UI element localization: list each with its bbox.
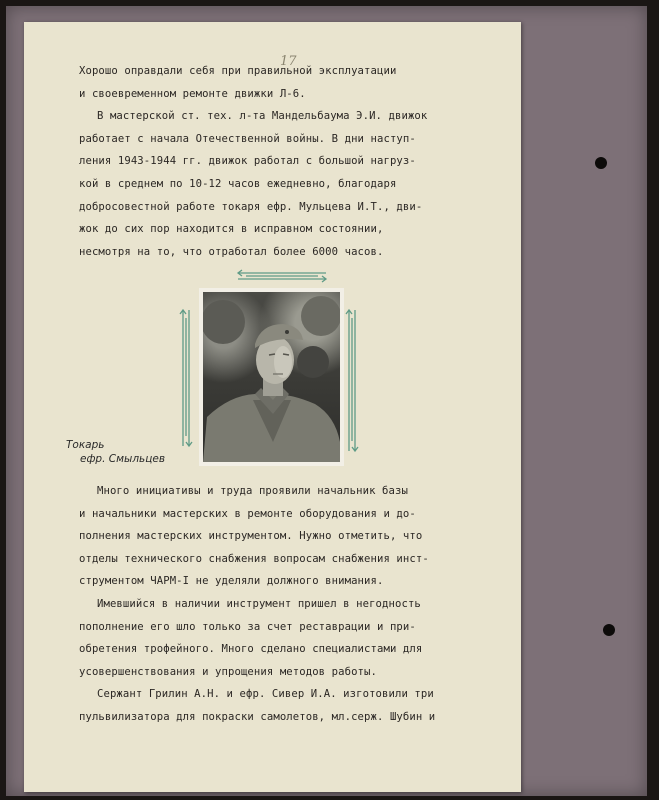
text-line: и начальники мастерских в ремонте оборудования и до- bbox=[79, 507, 416, 520]
binder-hole-bottom bbox=[603, 624, 615, 636]
portrait-photo bbox=[199, 288, 344, 466]
binder-hole-top bbox=[595, 157, 607, 169]
text-line: Сержант Грилин А.Н. и ефр. Сивер И.А. изготовили три bbox=[97, 688, 434, 701]
soldier-portrait-icon bbox=[203, 292, 340, 462]
text-line: Много инициативы и труда проявили начальник базы bbox=[97, 485, 408, 497]
ornament-right bbox=[344, 308, 360, 453]
caption-line-2: ефр. Смыльцев bbox=[80, 453, 166, 465]
text-line: обретения трофейного. Много сделано специалистами для bbox=[79, 643, 423, 656]
text-line: пульвилизатора для покраски самолетов, мл.серж. Шубин и bbox=[79, 710, 436, 723]
text-line: жок до сих пор находится в исправном состоянии, bbox=[79, 223, 384, 236]
text-block-top bbox=[79, 60, 479, 263]
text-line: несмотря на то, что отработал более 6000 часов. bbox=[79, 245, 384, 258]
photo-caption bbox=[66, 438, 165, 466]
page-number: 17 bbox=[280, 54, 297, 69]
caption-line-1: Токарь bbox=[66, 439, 105, 451]
text-line: и своевременном ремонте движки Л-6. bbox=[79, 87, 306, 100]
ornament-top bbox=[236, 268, 328, 284]
text-line: отделы технического снабжения вопросам снабжения инст- bbox=[79, 552, 429, 565]
text-line: Хорошо оправдали себя при правильной эксплуатации bbox=[79, 65, 397, 77]
text-line: ления 1943-1944 гг. движок работал с большой нагруз- bbox=[79, 155, 416, 168]
text-block-bottom bbox=[79, 480, 479, 729]
text-line: кой в среднем по 10-12 часов ежедневно, благодаря bbox=[79, 177, 397, 190]
ornament-left bbox=[178, 308, 194, 448]
portrait-image bbox=[203, 292, 340, 462]
text-line: добросовестной работе токаря ефр. Мульцева И.Т., дви- bbox=[79, 200, 423, 213]
text-line: струментом ЧАРМ-I не уделяли должного внимания. bbox=[79, 575, 384, 588]
text-line: Имевшийся в наличии инструмент пришел в негодность bbox=[97, 597, 421, 610]
text-line: работает с начала Отечественной войны. В дни наступ- bbox=[79, 132, 416, 145]
text-line: полнения мастерских инструментом. Нужно отметить, что bbox=[79, 530, 423, 543]
text-line: усовершенствования и упрощения методов работы. bbox=[79, 665, 377, 678]
text-line: В мастерской ст. тех. л-та Мандельбаума Э.И. движок bbox=[97, 110, 428, 123]
text-line: пополнение его шло только за счет реставрации и при- bbox=[79, 620, 416, 633]
